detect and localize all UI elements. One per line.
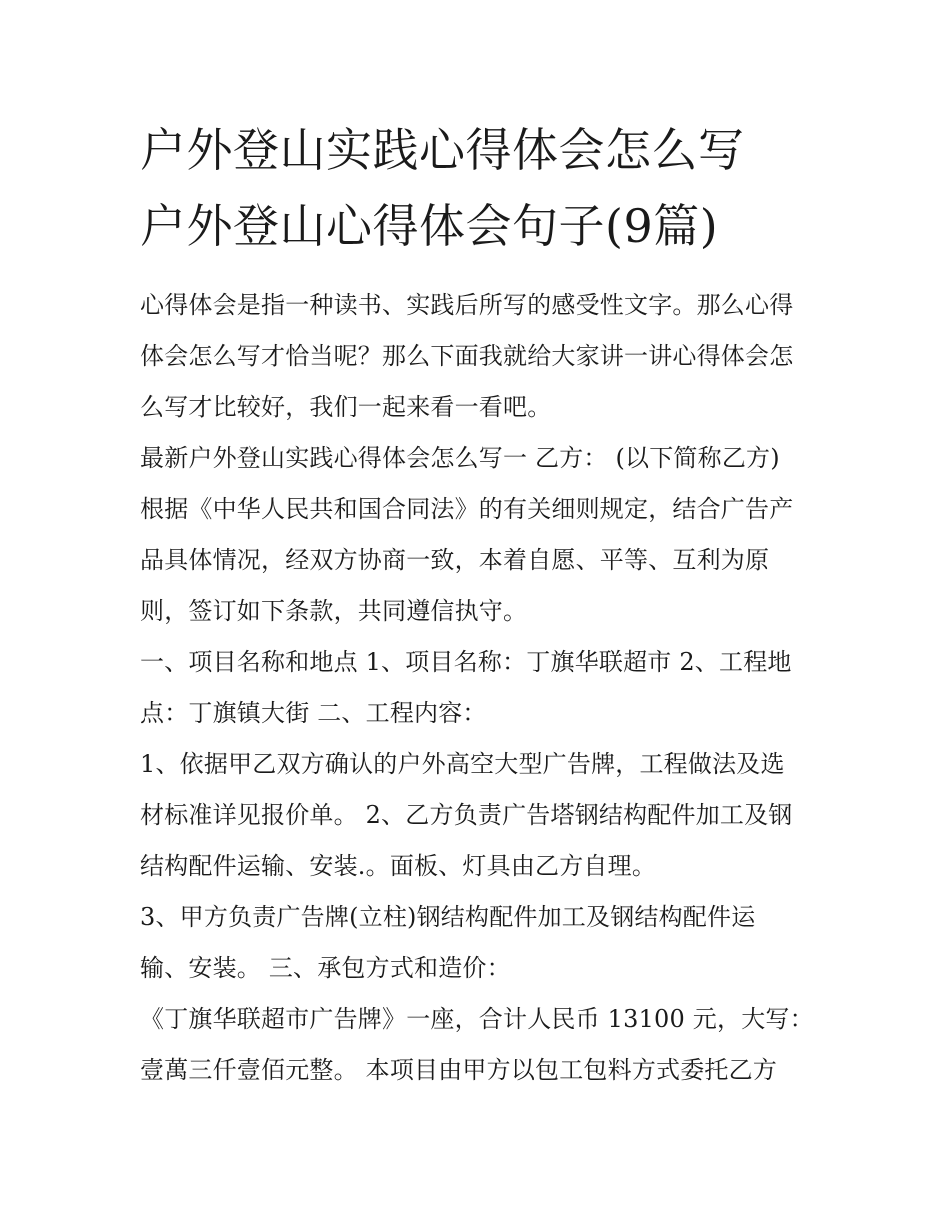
paragraph-intro — [140, 280, 820, 433]
text-line: 输、安装。 三、承包方式和造价： — [140, 954, 511, 982]
text-line: 结构配件运输、安装.。面板、灯具由乙方自理。 — [140, 852, 657, 880]
text-line: 材标准详见报价单。 2、乙方负责广告塔钢结构配件加工及钢 — [140, 801, 793, 829]
document-title — [140, 112, 820, 264]
text-line: 一、项目名称和地点 1、项目名称：丁旗华联超市 2、工程地 — [140, 648, 792, 676]
text-line: 体会怎么写才恰当呢？那么下面我就给大家讲一讲心得体会怎 — [140, 342, 794, 370]
text-line: 壹萬三仟壹佰元整。 本项目由甲方以包工包料方式委托乙方 — [140, 1056, 778, 1084]
text-line: 《丁旗华联超市广告牌》一座，合计人民币 13100 元，大写： — [140, 1005, 814, 1033]
paragraph-contract-intro — [140, 433, 820, 637]
text-line: 最新户外登山实践心得体会怎么写一 乙方： (以下简称乙方) — [140, 444, 780, 472]
paragraph-price — [140, 994, 820, 1096]
title-line-1: 户外登山实践心得体会怎么写 — [140, 123, 745, 177]
text-line: 么写才比较好，我们一起来看一看吧。 — [140, 393, 552, 421]
text-line: 3、甲方负责广告牌(立柱)钢结构配件加工及钢结构配件运 — [140, 903, 756, 931]
text-line: 品具体情况，经双方协商一致，本着自愿、平等、互利为原 — [140, 546, 770, 574]
text-line: 心得体会是指一种读书、实践后所写的感受性文字。那么心得 — [140, 291, 794, 319]
text-line: 则，签订如下条款，共同遵信执守。 — [140, 597, 528, 625]
text-line: 1、依据甲乙双方确认的户外高空大型广告牌，工程做法及选 — [140, 750, 785, 778]
text-line: 根据《中华人民共和国合同法》的有关细则规定，结合广告产 — [140, 495, 794, 523]
paragraph-item-3 — [140, 892, 820, 994]
paragraph-item-1 — [140, 739, 820, 892]
text-line: 点：丁旗镇大街 二、工程内容： — [140, 699, 487, 727]
document-body — [140, 112, 820, 1096]
title-line-2: 户外登山心得体会句子(9篇) — [140, 199, 719, 253]
paragraph-project-name — [140, 637, 820, 739]
